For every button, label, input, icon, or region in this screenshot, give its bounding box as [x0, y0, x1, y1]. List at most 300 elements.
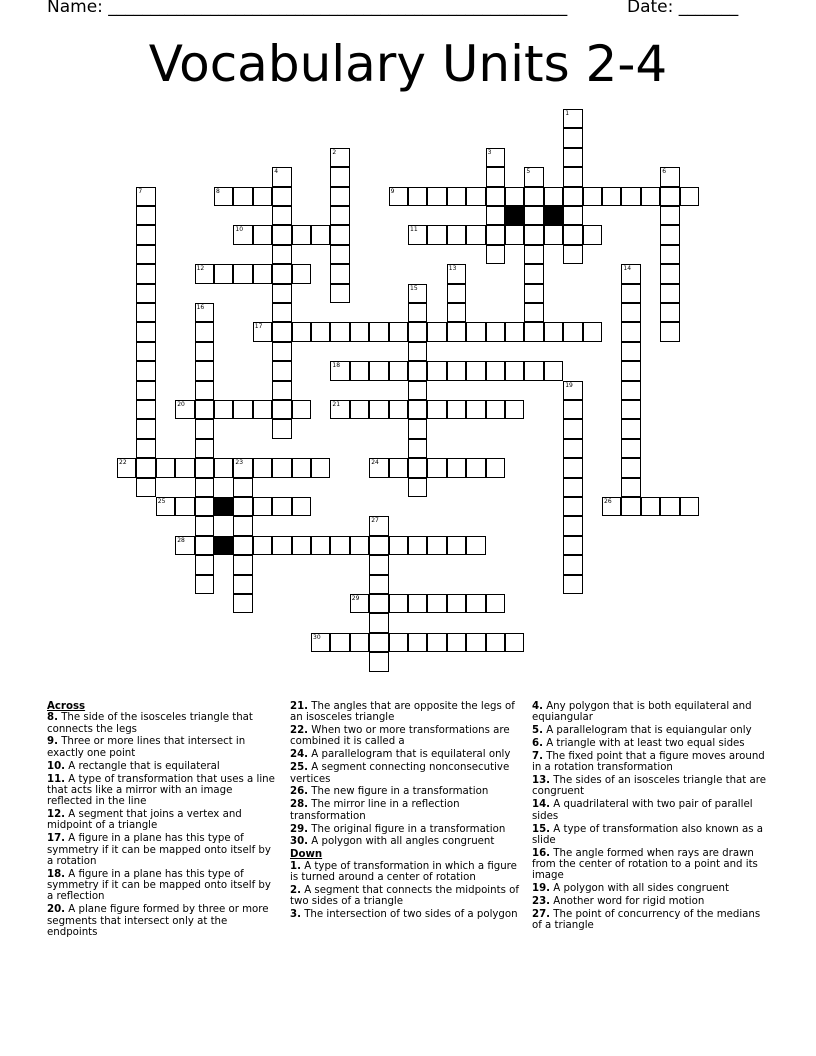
- grid-cell[interactable]: [214, 458, 233, 477]
- clue-item-text: The point of concurrency of the medians of a triangle: [532, 908, 761, 932]
- grid-cell[interactable]: [136, 342, 155, 361]
- grid-cell[interactable]: [408, 284, 427, 303]
- grid-cell[interactable]: [272, 400, 291, 419]
- grid-cell[interactable]: [466, 225, 485, 244]
- grid-cell[interactable]: [330, 284, 349, 303]
- grid-cell[interactable]: [621, 400, 640, 419]
- grid-cell[interactable]: [272, 206, 291, 225]
- grid-cell[interactable]: [136, 400, 155, 419]
- grid-cell[interactable]: [292, 497, 311, 516]
- grid-cell[interactable]: [369, 536, 388, 555]
- clue-number: 17: [254, 323, 263, 331]
- grid-cell[interactable]: [583, 225, 602, 244]
- across-heading: Across: [47, 701, 86, 712]
- grid-cell[interactable]: [233, 575, 252, 594]
- grid-cell[interactable]: [563, 497, 582, 516]
- grid-cell[interactable]: [660, 206, 679, 225]
- grid-cell[interactable]: [486, 245, 505, 264]
- clue-item-text: A parallelogram that is equilateral only: [308, 749, 511, 761]
- grid-cell[interactable]: [621, 458, 640, 477]
- grid-cell[interactable]: [466, 594, 485, 613]
- grid-cell[interactable]: [621, 419, 640, 438]
- grid-cell[interactable]: [369, 322, 388, 341]
- grid-cell[interactable]: [330, 633, 349, 652]
- grid-cell[interactable]: [136, 245, 155, 264]
- grid-cell[interactable]: [427, 594, 446, 613]
- grid-cell[interactable]: [563, 206, 582, 225]
- grid-cell[interactable]: [253, 322, 272, 341]
- clue-item-text: Three or more lines that intersect in exactly one point: [47, 736, 246, 759]
- grid-cell[interactable]: [486, 148, 505, 167]
- grid-cell[interactable]: [369, 613, 388, 632]
- grid-cell[interactable]: [621, 284, 640, 303]
- grid-cell[interactable]: [389, 322, 408, 341]
- clue-item-number: 30.: [290, 836, 309, 848]
- grid-cell[interactable]: [563, 109, 582, 128]
- clue-number: 9: [390, 187, 395, 195]
- grid-cell[interactable]: [136, 284, 155, 303]
- grid-cell[interactable]: [272, 497, 291, 516]
- grid-cell[interactable]: [292, 400, 311, 419]
- grid-cell[interactable]: [233, 225, 252, 244]
- grid-cell[interactable]: [447, 322, 466, 341]
- grid-cell[interactable]: [389, 633, 408, 652]
- grid-cell[interactable]: [408, 419, 427, 438]
- grid-cell[interactable]: [563, 187, 582, 206]
- grid-cell[interactable]: [311, 458, 330, 477]
- grid-cell[interactable]: [195, 322, 214, 341]
- clue-number: 7: [138, 187, 143, 195]
- grid-cell[interactable]: [350, 400, 369, 419]
- grid-cell[interactable]: [350, 322, 369, 341]
- grid-cell[interactable]: [408, 322, 427, 341]
- grid-cell[interactable]: [544, 361, 563, 380]
- grid-cell[interactable]: [156, 458, 175, 477]
- grid-cell[interactable]: [524, 303, 543, 322]
- grid-cell[interactable]: [427, 536, 446, 555]
- grid-cell[interactable]: [466, 187, 485, 206]
- grid-cell[interactable]: [195, 439, 214, 458]
- grid-cell[interactable]: [195, 536, 214, 555]
- grid-cell[interactable]: [350, 536, 369, 555]
- grid-cell[interactable]: [447, 225, 466, 244]
- grid-cell[interactable]: [389, 536, 408, 555]
- clue-item-number: 26.: [290, 786, 309, 798]
- clue-number: 13: [448, 265, 457, 273]
- grid-cell[interactable]: [486, 361, 505, 380]
- grid-cell[interactable]: [389, 400, 408, 419]
- clue-item-text: A type of transformation in which a figure is turned around a center of rotation: [290, 860, 517, 883]
- grid-cell[interactable]: [117, 458, 136, 477]
- grid-cell[interactable]: [195, 575, 214, 594]
- grid-cell[interactable]: [350, 361, 369, 380]
- grid-cell[interactable]: [330, 225, 349, 244]
- grid-cell[interactable]: [466, 400, 485, 419]
- grid-cell[interactable]: [486, 400, 505, 419]
- grid-cell[interactable]: [447, 284, 466, 303]
- grid-cell[interactable]: [233, 264, 252, 283]
- grid-cell[interactable]: [602, 187, 621, 206]
- grid-cell[interactable]: [292, 322, 311, 341]
- grid-cell[interactable]: [544, 322, 563, 341]
- grid-cell[interactable]: [292, 225, 311, 244]
- grid-cell[interactable]: [408, 381, 427, 400]
- clue-item: [290, 701, 522, 724]
- grid-cell[interactable]: [136, 478, 155, 497]
- grid-cell[interactable]: [466, 633, 485, 652]
- grid-cell[interactable]: [563, 245, 582, 264]
- grid-cell[interactable]: [369, 555, 388, 574]
- grid-cell[interactable]: [292, 536, 311, 555]
- clue-item: [532, 751, 772, 774]
- grid-cell[interactable]: [641, 497, 660, 516]
- grid-cell[interactable]: [369, 594, 388, 613]
- grid-cell[interactable]: [660, 187, 679, 206]
- grid-cell[interactable]: [253, 400, 272, 419]
- grid-cell[interactable]: [427, 633, 446, 652]
- grid-cell[interactable]: [680, 187, 699, 206]
- grid-cell[interactable]: [253, 458, 272, 477]
- clue-item-text: The side of the isosceles triangle that connects the legs: [47, 712, 253, 735]
- grid-cell[interactable]: [195, 303, 214, 322]
- grid-cell[interactable]: [408, 458, 427, 477]
- grid-cell[interactable]: [136, 458, 155, 477]
- grid-cell[interactable]: [272, 536, 291, 555]
- grid-cell[interactable]: [447, 594, 466, 613]
- grid-cell[interactable]: [408, 400, 427, 419]
- grid-cell[interactable]: [233, 555, 252, 574]
- grid-cell[interactable]: [233, 536, 252, 555]
- grid-cell[interactable]: [311, 536, 330, 555]
- grid-cell[interactable]: [195, 419, 214, 438]
- grid-cell[interactable]: [427, 458, 446, 477]
- clue-item: [532, 883, 772, 894]
- grid-cell[interactable]: [136, 322, 155, 341]
- grid-cell[interactable]: [486, 225, 505, 244]
- grid-cell[interactable]: [486, 322, 505, 341]
- grid-cell[interactable]: [233, 594, 252, 613]
- grid-cell[interactable]: [175, 400, 194, 419]
- grid-cell[interactable]: [330, 206, 349, 225]
- grid-cell[interactable]: [175, 458, 194, 477]
- grid-cell[interactable]: [272, 187, 291, 206]
- grid-cell[interactable]: [621, 342, 640, 361]
- grid-cell[interactable]: [563, 322, 582, 341]
- clue-item: [532, 824, 772, 847]
- grid-cell[interactable]: [272, 458, 291, 477]
- grid-cell[interactable]: [272, 381, 291, 400]
- clue-item-text: The sides of an isosceles triangle that are congruent: [532, 775, 767, 798]
- grid-cell[interactable]: [369, 516, 388, 535]
- grid-cell[interactable]: [486, 594, 505, 613]
- grid-cell[interactable]: [272, 225, 291, 244]
- grid-cell[interactable]: [195, 400, 214, 419]
- grid-cell[interactable]: [408, 303, 427, 322]
- grid-cell[interactable]: [408, 536, 427, 555]
- grid-cell[interactable]: [136, 206, 155, 225]
- grid-cell[interactable]: [660, 303, 679, 322]
- grid-cell[interactable]: [369, 458, 388, 477]
- grid-cell[interactable]: [253, 536, 272, 555]
- grid-cell[interactable]: [524, 245, 543, 264]
- grid-cell[interactable]: [621, 439, 640, 458]
- grid-cell[interactable]: [466, 458, 485, 477]
- grid-cell[interactable]: [136, 381, 155, 400]
- grid-cell[interactable]: [272, 361, 291, 380]
- clue-number: 11: [410, 226, 418, 234]
- grid-cell[interactable]: [563, 381, 582, 400]
- grid-cell[interactable]: [272, 245, 291, 264]
- grid-cell[interactable]: [408, 633, 427, 652]
- clue-number: 3: [487, 148, 492, 156]
- grid-cell[interactable]: [136, 361, 155, 380]
- grid-cell[interactable]: [583, 322, 602, 341]
- grid-cell[interactable]: [563, 478, 582, 497]
- clue-item-text: Any polygon that is both equilateral and equiangular: [532, 701, 752, 724]
- grid-cell[interactable]: [505, 400, 524, 419]
- grid-cell[interactable]: [195, 497, 214, 516]
- grid-cell[interactable]: [486, 167, 505, 186]
- clue-item-text: A segment connecting nonconsecutive vertices: [290, 762, 510, 785]
- grid-cell[interactable]: [330, 536, 349, 555]
- grid-cell[interactable]: [427, 400, 446, 419]
- grid-cell[interactable]: [524, 284, 543, 303]
- grid-cell[interactable]: [621, 361, 640, 380]
- grid-cell[interactable]: [621, 264, 640, 283]
- grid-cell[interactable]: [660, 225, 679, 244]
- grid-cell[interactable]: [524, 206, 543, 225]
- grid-cell[interactable]: [195, 264, 214, 283]
- grid-cell[interactable]: [195, 361, 214, 380]
- grid-cell[interactable]: [136, 225, 155, 244]
- clue-item: [532, 909, 772, 932]
- grid-cell[interactable]: [350, 594, 369, 613]
- clue-number: 1: [565, 110, 570, 117]
- clue-item-text: The angles that are opposite the legs of an isosceles triangle: [290, 701, 515, 724]
- grid-cell[interactable]: [447, 187, 466, 206]
- grid-cell[interactable]: [563, 575, 582, 594]
- grid-cell[interactable]: [272, 264, 291, 283]
- clue-number: 4: [274, 168, 279, 176]
- grid-cell[interactable]: [233, 458, 252, 477]
- grid-cell[interactable]: [311, 633, 330, 652]
- clue-item-number: 28.: [290, 799, 309, 811]
- grid-cell[interactable]: [427, 225, 446, 244]
- grid-cell[interactable]: [408, 187, 427, 206]
- grid-cell[interactable]: [272, 342, 291, 361]
- grid-cell[interactable]: [563, 419, 582, 438]
- grid-cell[interactable]: [408, 225, 427, 244]
- grid-cell[interactable]: [621, 303, 640, 322]
- grid-cell[interactable]: [544, 225, 563, 244]
- down-heading: Down: [290, 849, 323, 861]
- grid-cell[interactable]: [272, 322, 291, 341]
- grid-cell[interactable]: [330, 148, 349, 167]
- grid-cell[interactable]: [136, 303, 155, 322]
- grid-cell[interactable]: [621, 322, 640, 341]
- grid-cell[interactable]: [505, 187, 524, 206]
- grid-cell[interactable]: [389, 594, 408, 613]
- grid-cell[interactable]: [524, 361, 543, 380]
- grid-cell[interactable]: [389, 458, 408, 477]
- grid-cell[interactable]: [447, 458, 466, 477]
- grid-cell[interactable]: [660, 245, 679, 264]
- grid-cell[interactable]: [466, 536, 485, 555]
- grid-cell[interactable]: [233, 478, 252, 497]
- grid-cell[interactable]: [292, 264, 311, 283]
- grid-cell[interactable]: [447, 264, 466, 283]
- grid-cell[interactable]: [621, 478, 640, 497]
- grid-cell[interactable]: [330, 400, 349, 419]
- grid-cell[interactable]: [214, 187, 233, 206]
- clue-number: 2: [332, 148, 337, 156]
- grid-cell[interactable]: [447, 361, 466, 380]
- grid-cell[interactable]: [408, 439, 427, 458]
- clue-item-number: 20.: [47, 904, 66, 916]
- grid-cell[interactable]: [369, 400, 388, 419]
- grid-cell[interactable]: [408, 478, 427, 497]
- grid-cell[interactable]: [330, 187, 349, 206]
- grid-cell[interactable]: [214, 400, 233, 419]
- grid-cell[interactable]: [447, 400, 466, 419]
- grid-cell[interactable]: [369, 652, 388, 671]
- clue-item: [47, 809, 279, 832]
- grid-cell[interactable]: [330, 167, 349, 186]
- grid-cell[interactable]: [466, 322, 485, 341]
- clue-item-number: 14.: [532, 799, 551, 811]
- grid-cell[interactable]: [330, 245, 349, 264]
- grid-cell[interactable]: [544, 187, 563, 206]
- grid-cell[interactable]: [524, 167, 543, 186]
- grid-cell[interactable]: [253, 187, 272, 206]
- grid-cell[interactable]: [369, 575, 388, 594]
- grid-cell[interactable]: [660, 284, 679, 303]
- grid-cell[interactable]: [486, 458, 505, 477]
- grid-cell[interactable]: [369, 361, 388, 380]
- grid-cell[interactable]: [563, 400, 582, 419]
- grid-cell[interactable]: [233, 497, 252, 516]
- grid-cell[interactable]: [195, 342, 214, 361]
- grid-cell[interactable]: [447, 303, 466, 322]
- grid-cell[interactable]: [660, 322, 679, 341]
- grid-cell[interactable]: [583, 187, 602, 206]
- grid-cell[interactable]: [136, 439, 155, 458]
- grid-cell[interactable]: [486, 206, 505, 225]
- grid-cell[interactable]: [427, 361, 446, 380]
- grid-cell[interactable]: [330, 322, 349, 341]
- grid-cell[interactable]: [486, 187, 505, 206]
- grid-cell[interactable]: [233, 516, 252, 535]
- grid-cell[interactable]: [660, 497, 679, 516]
- grid-cell[interactable]: [233, 187, 252, 206]
- grid-cell[interactable]: [389, 187, 408, 206]
- blocked-cell: [544, 206, 563, 225]
- grid-cell[interactable]: [621, 497, 640, 516]
- grid-cell[interactable]: [524, 187, 543, 206]
- grid-cell[interactable]: [505, 361, 524, 380]
- grid-cell[interactable]: [253, 497, 272, 516]
- grid-cell[interactable]: [253, 264, 272, 283]
- grid-cell[interactable]: [641, 187, 660, 206]
- grid-cell[interactable]: [195, 478, 214, 497]
- grid-cell[interactable]: [195, 381, 214, 400]
- grid-cell[interactable]: [563, 516, 582, 535]
- grid-cell[interactable]: [466, 361, 485, 380]
- grid-cell[interactable]: [136, 187, 155, 206]
- grid-cell[interactable]: [563, 555, 582, 574]
- grid-cell[interactable]: [195, 458, 214, 477]
- grid-cell[interactable]: [175, 497, 194, 516]
- clue-item-number: 24.: [290, 749, 309, 761]
- grid-cell[interactable]: [408, 361, 427, 380]
- grid-cell[interactable]: [524, 225, 543, 244]
- grid-cell[interactable]: [602, 497, 621, 516]
- grid-cell[interactable]: [660, 167, 679, 186]
- grid-cell[interactable]: [389, 361, 408, 380]
- grid-cell[interactable]: [563, 458, 582, 477]
- grid-cell[interactable]: [311, 322, 330, 341]
- clue-number: 12: [196, 265, 205, 273]
- grid-cell[interactable]: [563, 148, 582, 167]
- clue-number: 15: [410, 284, 418, 292]
- grid-cell[interactable]: [408, 342, 427, 361]
- grid-cell[interactable]: [524, 264, 543, 283]
- grid-cell[interactable]: [447, 536, 466, 555]
- grid-cell[interactable]: [563, 225, 582, 244]
- grid-cell[interactable]: [330, 264, 349, 283]
- grid-cell[interactable]: [350, 633, 369, 652]
- grid-cell[interactable]: [156, 497, 175, 516]
- grid-cell[interactable]: [427, 187, 446, 206]
- grid-cell[interactable]: [505, 225, 524, 244]
- grid-cell[interactable]: [311, 225, 330, 244]
- grid-cell[interactable]: [272, 167, 291, 186]
- grid-cell[interactable]: [214, 264, 233, 283]
- grid-cell[interactable]: [136, 264, 155, 283]
- grid-cell[interactable]: [563, 536, 582, 555]
- grid-cell[interactable]: [505, 322, 524, 341]
- grid-cell[interactable]: [447, 633, 466, 652]
- grid-cell[interactable]: [408, 594, 427, 613]
- grid-cell[interactable]: [563, 128, 582, 147]
- grid-cell[interactable]: [660, 264, 679, 283]
- grid-cell[interactable]: [272, 284, 291, 303]
- grid-cell[interactable]: [175, 536, 194, 555]
- grid-cell[interactable]: [253, 225, 272, 244]
- clue-item-number: 12.: [47, 809, 66, 821]
- grid-cell[interactable]: [427, 322, 446, 341]
- grid-cell[interactable]: [233, 400, 252, 419]
- clues-column-1: [47, 701, 279, 940]
- grid-cell[interactable]: [563, 439, 582, 458]
- grid-cell[interactable]: [621, 187, 640, 206]
- grid-cell[interactable]: [680, 497, 699, 516]
- grid-cell[interactable]: [272, 419, 291, 438]
- grid-cell[interactable]: [136, 419, 155, 438]
- grid-cell[interactable]: [621, 381, 640, 400]
- grid-cell[interactable]: [524, 322, 543, 341]
- clue-item-text: A triangle with at least two equal sides: [542, 738, 745, 750]
- grid-cell[interactable]: [195, 516, 214, 535]
- grid-cell[interactable]: [505, 633, 524, 652]
- grid-cell[interactable]: [292, 458, 311, 477]
- grid-cell[interactable]: [563, 167, 582, 186]
- grid-cell[interactable]: [330, 361, 349, 380]
- grid-cell[interactable]: [369, 633, 388, 652]
- grid-cell[interactable]: [195, 555, 214, 574]
- grid-cell[interactable]: [272, 303, 291, 322]
- grid-cell[interactable]: [486, 633, 505, 652]
